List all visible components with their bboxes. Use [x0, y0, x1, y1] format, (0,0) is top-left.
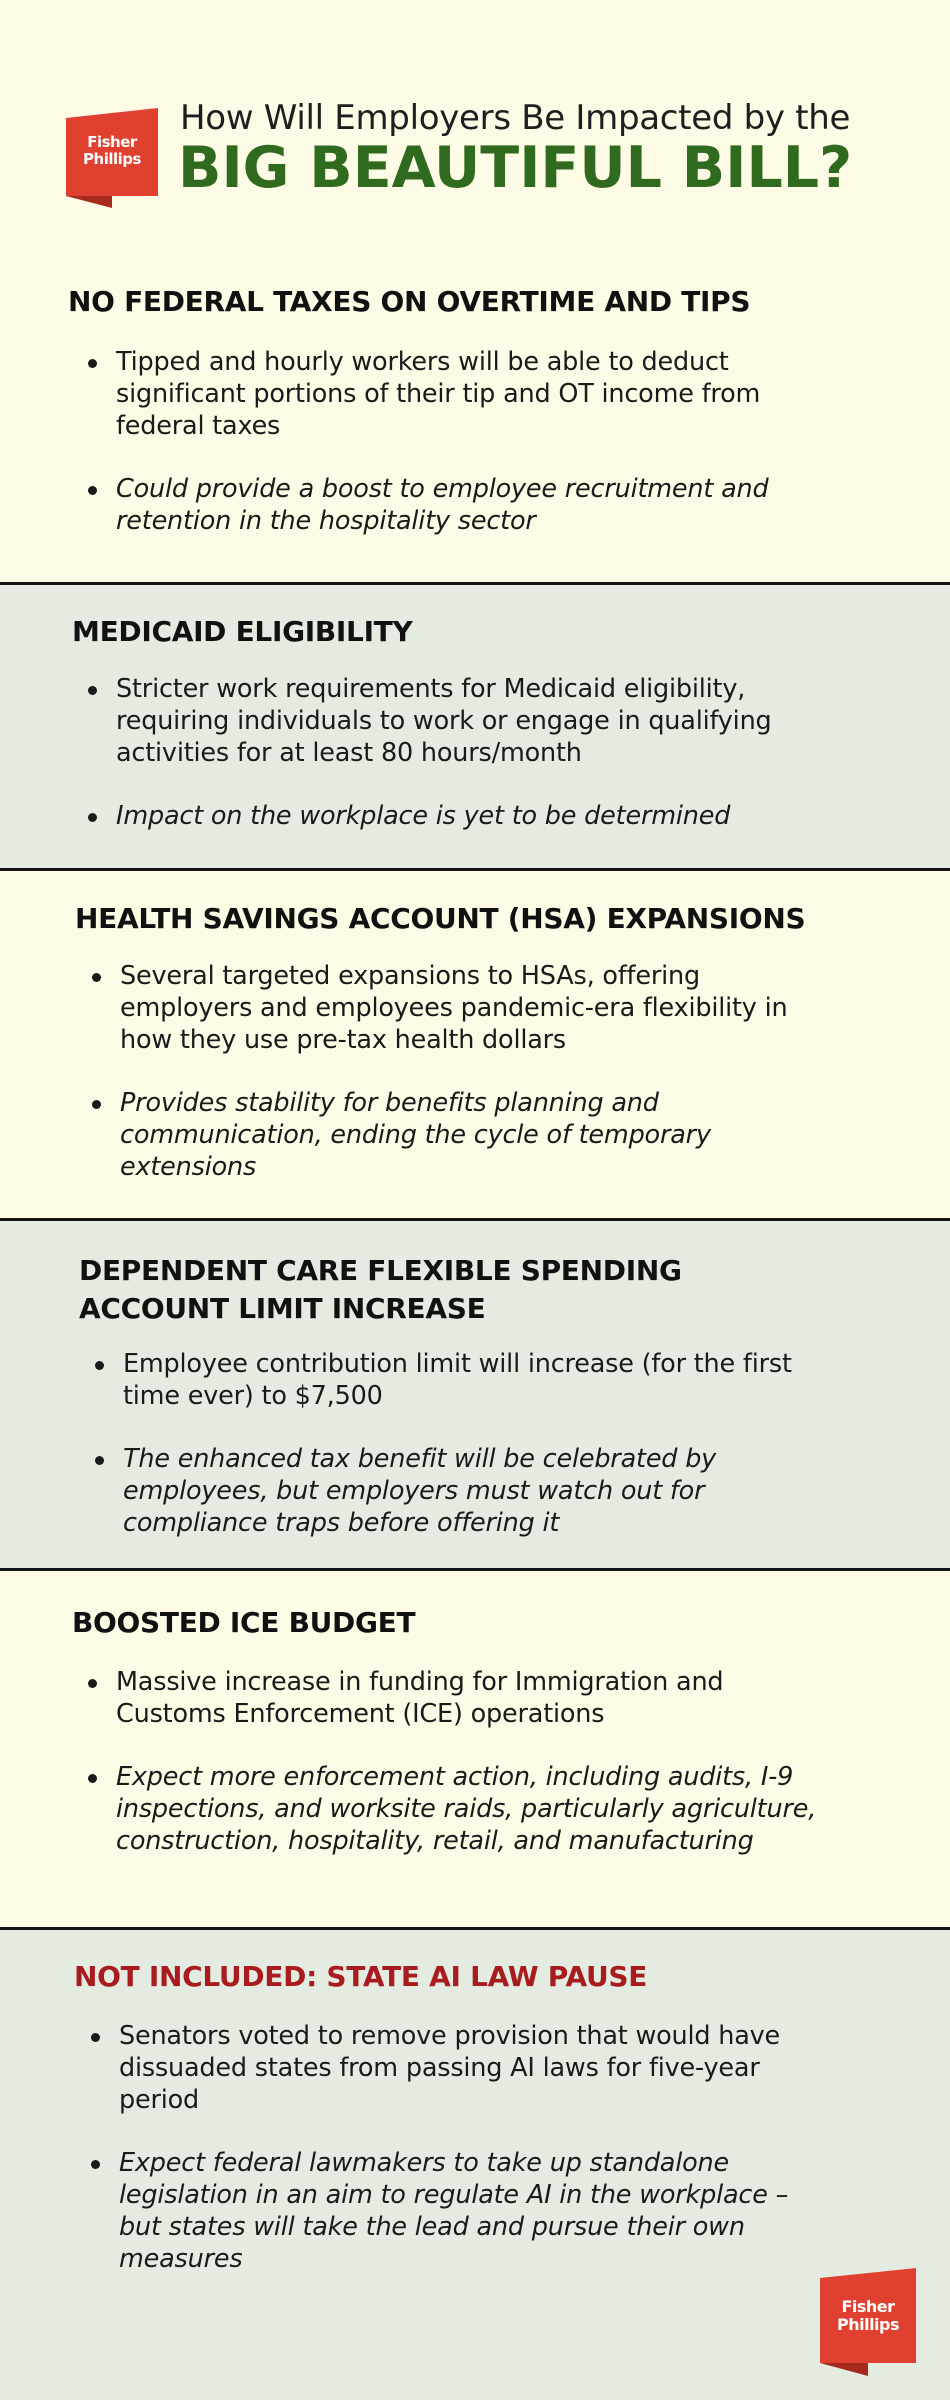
section-points — [84, 673, 824, 832]
section-points — [84, 1666, 824, 1857]
list-item: Senators voted to remove provision that would have dissuaded states from passing AI laws for five-year period — [87, 2020, 827, 2116]
list-item: The enhanced tax benefit will be celebrated by employees, but employers must watch out for compliance traps before offering it — [91, 1443, 831, 1539]
section-points — [84, 346, 824, 537]
logo-line-1: Fisher — [841, 2297, 895, 2316]
section-ai-law-pause — [0, 1927, 950, 2400]
fisher-phillips-logo-footer — [820, 2268, 916, 2376]
section-points — [87, 2020, 827, 2275]
section-title: DEPENDENT CARE FLEXIBLE SPENDING ACCOUNT LIMIT INCREASE — [79, 1254, 682, 1325]
section-title: HEALTH SAVINGS ACCOUNT (HSA) EXPANSIONS — [75, 902, 806, 935]
list-item: Tipped and hourly workers will be able to deduct significant portions of their tip and OT income from federal taxes — [84, 346, 824, 442]
list-item: Could provide a boost to employee recruitment and retention in the hospitality sector — [84, 473, 824, 537]
logo-line-2: Phillips — [83, 150, 141, 168]
list-item: Impact on the workplace is yet to be determined — [84, 800, 824, 832]
list-item: Expect federal lawmakers to take up standalone legislation in an aim to regulate AI in the workplace – but states will take the lead and pursue their own measures — [87, 2147, 827, 2275]
section-overtime-tips — [0, 255, 950, 582]
list-item: Several targeted expansions to HSAs, offering employers and employees pandemic-era flexibility in how they use pre-tax health dollars — [88, 960, 828, 1056]
section-title: NOT INCLUDED: STATE AI LAW PAUSE — [74, 1960, 648, 1993]
section-title: BOOSTED ICE BUDGET — [72, 1606, 416, 1639]
fisher-phillips-logo — [66, 108, 158, 208]
section-medicaid — [0, 582, 950, 868]
list-item: Provides stability for benefits planning and communication, ending the cycle of temporary extensions — [88, 1087, 828, 1183]
list-item: Massive increase in funding for Immigration and Customs Enforcement (ICE) operations — [84, 1666, 824, 1730]
list-item: Employee contribution limit will increase (for the first time ever) to $7,500 — [91, 1348, 831, 1412]
list-item: Expect more enforcement action, including audits, I-9 inspections, and worksite raids, particularly agriculture, construction, hospitality, retail, and manufacturing — [84, 1761, 824, 1857]
section-points — [88, 960, 828, 1183]
section-title: NO FEDERAL TAXES ON OVERTIME AND TIPS — [68, 285, 751, 318]
section-dependent-care-fsa — [0, 1218, 950, 1568]
section-ice-budget — [0, 1568, 950, 1927]
list-item: Stricter work requirements for Medicaid eligibility, requiring individuals to work or engage in qualifying activities for at least 80 hours/month — [84, 673, 824, 769]
header — [0, 0, 950, 255]
section-hsa — [0, 868, 950, 1218]
header-subtitle: How Will Employers Be Impacted by the — [180, 98, 851, 138]
section-points — [91, 1348, 831, 1539]
logo-line-2: Phillips — [836, 2315, 900, 2334]
header-title: BIG BEAUTIFUL BILL? — [178, 135, 853, 201]
section-title: MEDICAID ELIGIBILITY — [72, 615, 413, 648]
logo-line-1: Fisher — [87, 133, 137, 151]
